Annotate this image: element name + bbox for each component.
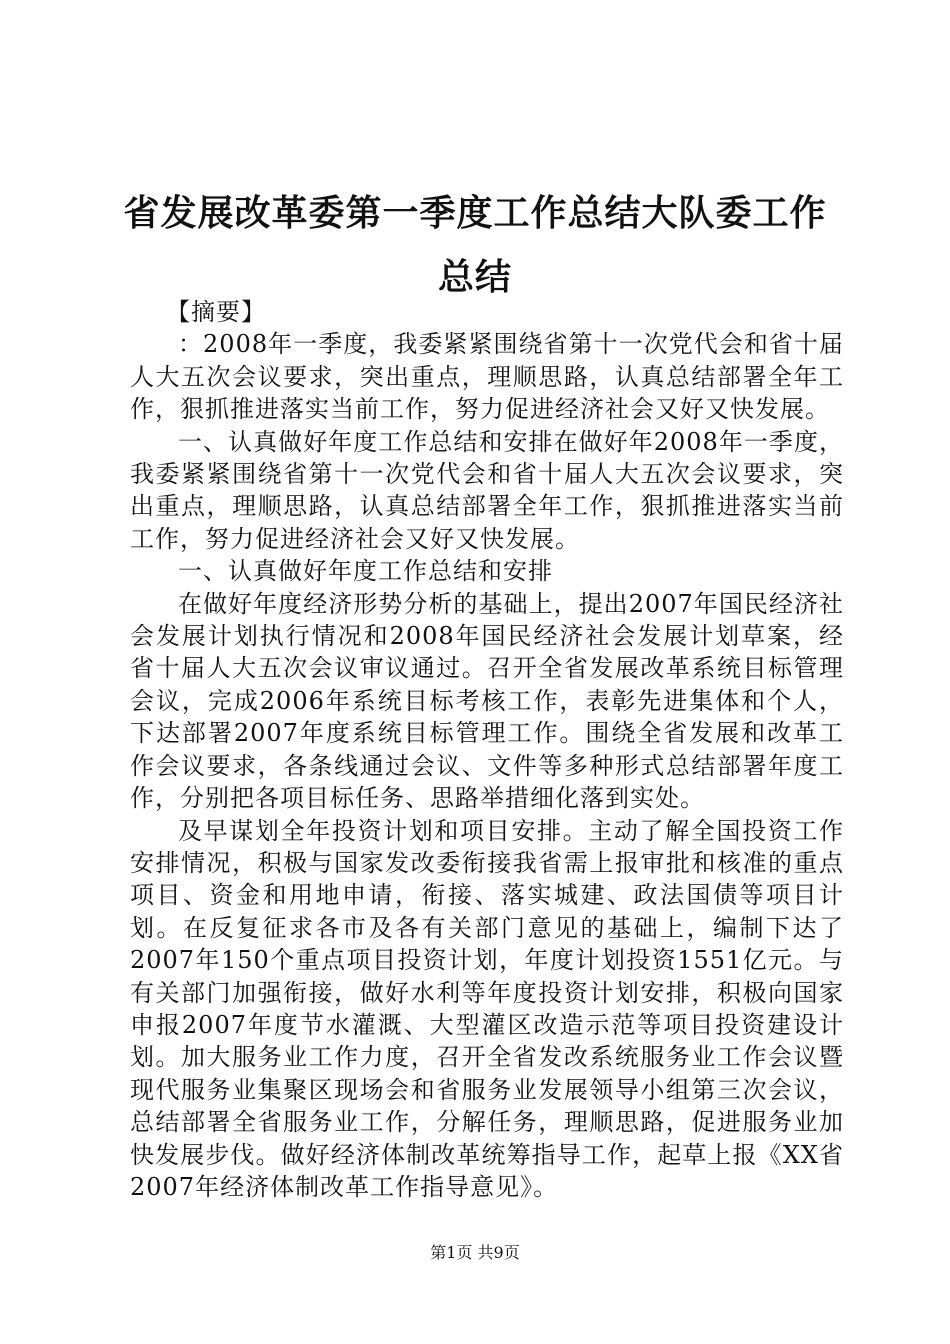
- body-paragraph: 及早谋划全年投资计划和项目安排。主动了解全国投资工作安排情况，积极与国家发改委衔接我省需上报审批和核准的重点项目、资金和用地申请，衔接、落实城建、政法国债等项目计划。在反复征求各市及各有关部门意见的基础上，编制下达了2007年150个重点项目投资计划，年度计划投资1551亿元。与有关部门加强衔接，做好水利等年度投资计划安排，积极向国家申报2007年度节水灌溉、大型灌区改造示范等项目投资建设计划。加大服务业工作力度，召开全省发改系统服务业工作会议暨现代服务业集聚区现场会和省服务业发展领导小组第三次会议，总结部署全省服务业工作，分解任务，理顺思路，促进服务业加快发展步伐。做好经济体制改革统筹指导工作，起草上报《XX省2007年经济体制改革工作指导意见》。: [130, 816, 844, 1201]
- abstract-paragraph: ：2008年一季度，我委紧紧围绕省第十一次党代会和省十届人大五次会议要求，突出重点，理顺思路，认真总结部署全年工作，狠抓推进落实当前工作，努力促进经济社会又好又快发展。: [130, 330, 844, 424]
- document-body: [130, 296, 844, 1203]
- body-paragraph: 一、认真做好年度工作总结和安排在做好年2008年一季度，我委紧紧围绕省第十一次党代会和省十届人大五次会议要求，突出重点，理顺思路，认真总结部署全年工作，狠抓推进落实当前工作，努力促进经济社会又好又快发展。: [130, 427, 844, 553]
- page-footer: 第1页 共9页: [430, 1243, 520, 1262]
- abstract-label: 【摘要】: [166, 298, 266, 326]
- document-title: 省发展改革委第一季度工作总结大队委工作总结: [123, 193, 827, 298]
- body-paragraph: 在做好年度经济形势分析的基础上，提出2007年国民经济社会发展计划执行情况和2008年国民经济社会发展计划草案，经省十届人大五次会议审议通过。召开全省发展改革系统目标管理会议，完成2006年系统目标考核工作，表彰先进集体和个人，下达部署2007年度系统目标管理工作。围绕全省发展和改革工作会议要求，各条线通过会议、文件等多种形式总结部署年度工作，分别把各项目标任务、思路举措细化落到实处。: [130, 589, 844, 813]
- section-heading: 一、认真做好年度工作总结和安排: [178, 557, 553, 586]
